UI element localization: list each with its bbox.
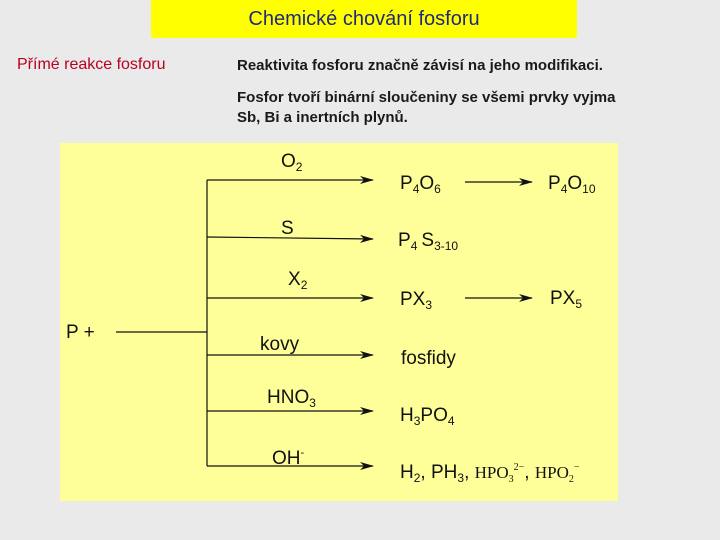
- reagent-x2: $X_2$: [288, 269, 308, 292]
- reagent-o2: $O_2$: [281, 151, 303, 174]
- product-px3: $PX_3$: [400, 289, 433, 312]
- product-px5: $PX_5$: [550, 288, 583, 311]
- product-p4o6: $P_4O_6$: [400, 173, 441, 196]
- reagent-oh: OH-: [272, 447, 305, 469]
- paragraph-line-1: Fosfor tvoří binární sloučeniny se všemi prvky vyjma: [237, 89, 616, 106]
- side-label: Přímé reakce fosforu: [17, 56, 166, 73]
- reagent-hno3: $HNO_3$: [267, 387, 316, 410]
- product-p4o10: $P_4O_{10}$: [548, 173, 596, 196]
- paragraph-reactivity: Reaktivita fosforu značně závisí na jeho modifikaci.: [237, 57, 603, 74]
- paragraph-line-2: Sb, Bi a inertních plynů.: [237, 109, 408, 126]
- hpo3-ion: $HPO_3^{2-}$: [474, 462, 525, 485]
- reagent-s: S: [281, 218, 294, 239]
- reaction-lines: [60, 143, 618, 501]
- slide-title: Chemické chování fosforu: [151, 0, 577, 38]
- paragraph-binary-compounds: [237, 88, 615, 128]
- product-fosfidy: fosfidy: [401, 348, 456, 369]
- product-p4s: $P_4$ $S_{3-10}$: [398, 230, 459, 253]
- product-h2-ph3-phosphites: $H_2$, $PH_3$, $HPO_3^{2-}$, $HPO_2^-$: [400, 462, 580, 485]
- reaction-diagram: [60, 143, 618, 501]
- reactant-p: P +: [66, 322, 95, 343]
- reagent-kovy: kovy: [260, 334, 300, 355]
- hpo2-ion: $HPO_2^-$: [534, 462, 580, 485]
- product-h3po4: $H_3PO_4$: [400, 405, 455, 428]
